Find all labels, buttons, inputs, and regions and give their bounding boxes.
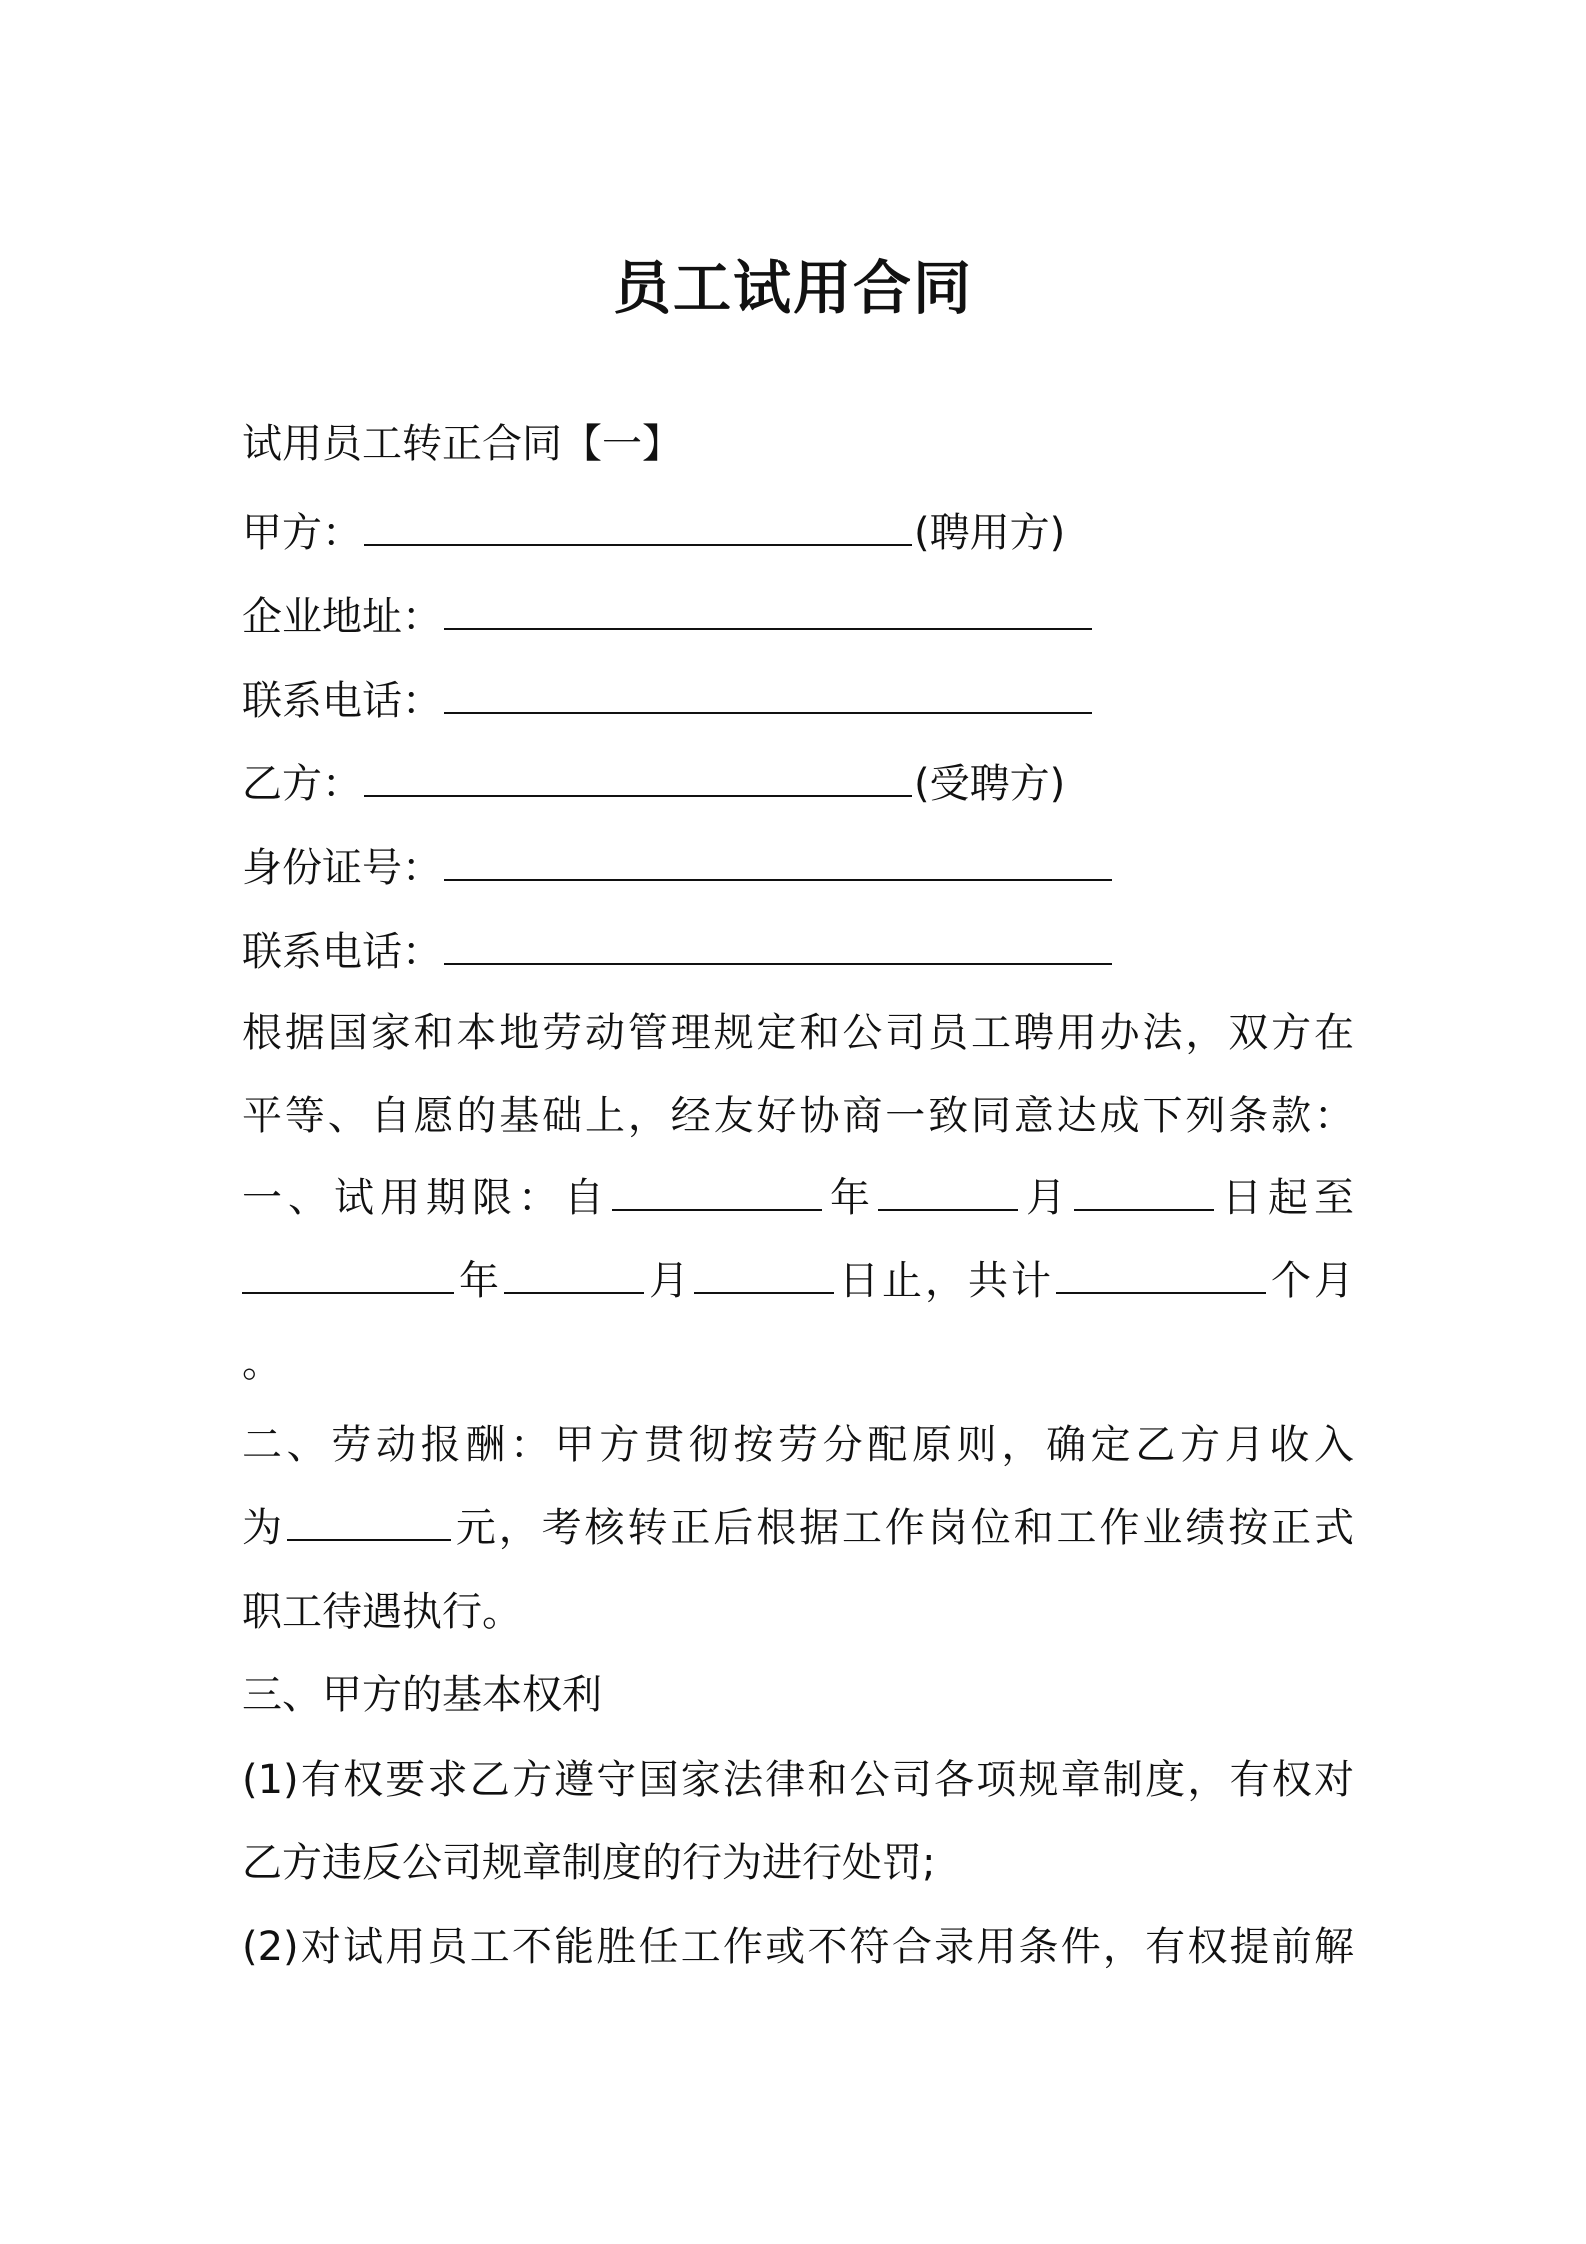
start-year-blank[interactable] [612, 1173, 822, 1211]
intro-line-1: 根据国家和本地劳动管理规定和公司员工聘用办法，双方在 [242, 1010, 1354, 1056]
phone-a-row [242, 673, 1094, 729]
clause-3-heading: 三、甲方的基本权利 [242, 1672, 602, 1718]
intro-line-2: 平等、自愿的基础上，经友好协商一致同意达成下列条款： [242, 1093, 1354, 1139]
clause-3-item-1-line-1: (1)有权要求乙方遵守国家法律和公司各项规章制度，有权对 [242, 1757, 1354, 1803]
subtitle: 试用员工转正合同【一】 [242, 421, 682, 467]
end-month-unit: 月 [646, 1258, 692, 1304]
start-month-unit: 月 [1020, 1175, 1072, 1221]
end-day-unit: 日止，共计 [836, 1258, 1054, 1304]
clause-2-line-3: 职工待遇执行。 [242, 1589, 522, 1635]
total-months-blank[interactable] [1056, 1256, 1266, 1294]
party-a-suffix: (聘用方) [914, 510, 1066, 556]
clause-3-item-2-line-1: (2)对试用员工不能胜任工作或不符合录用条件，有权提前解 [242, 1924, 1354, 1970]
company-address-label: 企业地址： [242, 594, 442, 640]
phone-b-label: 联系电话： [242, 929, 442, 975]
id-number-blank[interactable] [444, 843, 1112, 881]
clause-1-prefix: 一、试用期限：自 [242, 1175, 610, 1221]
start-day-blank[interactable] [1074, 1173, 1214, 1211]
start-month-blank[interactable] [878, 1173, 1018, 1211]
end-year-unit: 年 [456, 1258, 502, 1304]
phone-a-label: 联系电话： [242, 678, 442, 724]
total-months-unit: 个月 [1268, 1258, 1354, 1304]
monthly-pay-blank[interactable] [287, 1503, 451, 1541]
clause-1-line-2 [242, 1253, 1354, 1309]
end-month-blank[interactable] [504, 1256, 644, 1294]
party-b-suffix: (受聘方) [914, 761, 1066, 807]
page-title: 员工试用合同 [612, 254, 973, 322]
start-year-unit: 年 [824, 1175, 876, 1221]
id-number-row [242, 840, 1114, 896]
clause-2-line-1: 二、劳动报酬：甲方贯彻按劳分配原则，确定乙方月收入 [242, 1422, 1354, 1468]
phone-a-blank[interactable] [444, 676, 1092, 714]
clause-1-line-1 [242, 1170, 1354, 1226]
clause-2-line-2 [242, 1500, 1354, 1556]
start-day-unit: 日起至 [1216, 1175, 1354, 1221]
party-b-blank[interactable] [364, 759, 912, 797]
clause-2-pay-prefix: 为 [242, 1505, 285, 1551]
id-number-label: 身份证号： [242, 845, 442, 891]
party-a-label: 甲方： [242, 510, 362, 556]
party-a-blank[interactable] [364, 508, 912, 546]
phone-b-blank[interactable] [444, 927, 1112, 965]
clause-2-pay-suffix: 元，考核转正后根据工作岗位和工作业绩按正式 [452, 1505, 1355, 1551]
party-b-label: 乙方： [242, 761, 362, 807]
clause-1-end-mark: 。 [242, 1340, 282, 1386]
clause-3-item-1-line-2: 乙方违反公司规章制度的行为进行处罚; [242, 1840, 936, 1886]
company-address-blank[interactable] [444, 592, 1092, 630]
company-address-row [242, 589, 1094, 645]
end-day-blank[interactable] [694, 1256, 834, 1294]
party-b-row [242, 756, 1065, 812]
phone-b-row [242, 924, 1114, 980]
party-a-row [242, 505, 1065, 561]
end-year-blank[interactable] [242, 1256, 454, 1294]
